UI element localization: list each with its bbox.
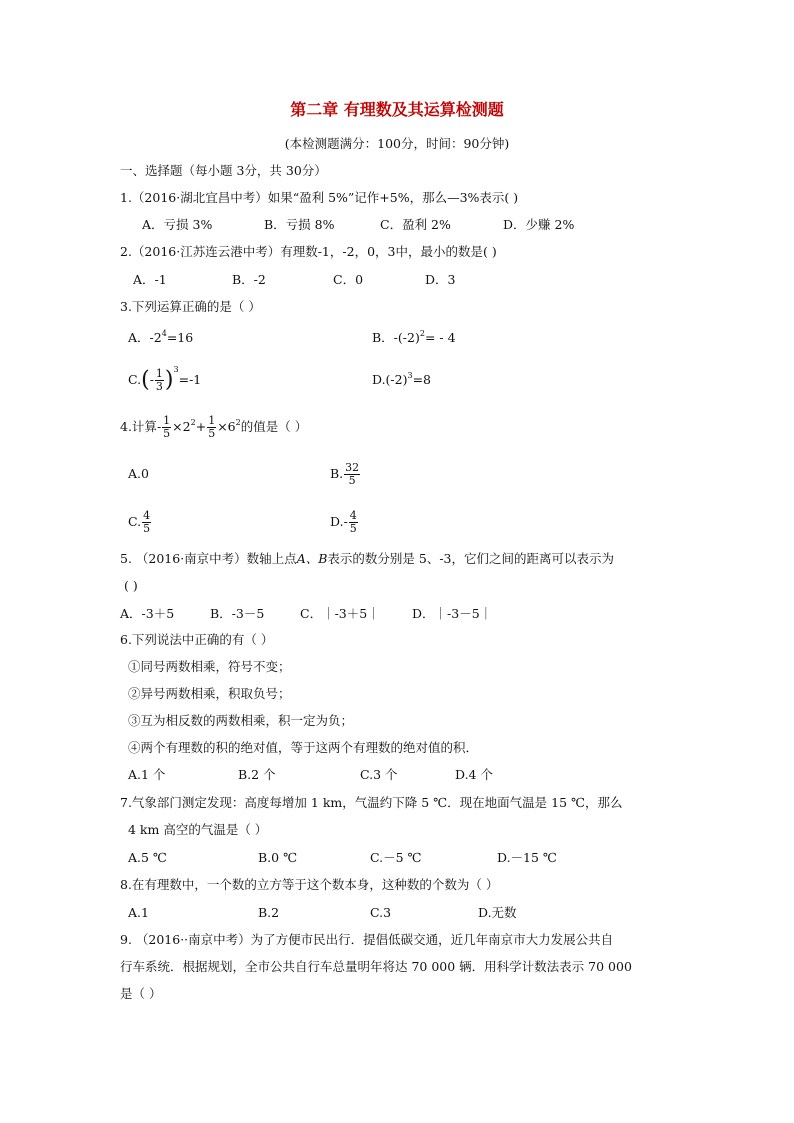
section-heading: 一、选择题（每小题 3分，共 30分） xyxy=(120,163,327,178)
stem-prefix: 4.计算 xyxy=(120,419,157,434)
option-d-label: D. xyxy=(330,514,344,529)
question-8-stem: 8.在有理数中，一个数的立方等于这个数本身，这种数的个数为（ ） xyxy=(120,877,499,892)
question-1-option-c: C．盈利 2% xyxy=(380,217,451,232)
option-b-base: B．-(-2) xyxy=(372,330,420,345)
question-5-option-a: A．-3＋5 xyxy=(120,606,175,621)
fraction-numerator: 1 xyxy=(208,414,216,427)
question-4-option-a: A.0 xyxy=(128,466,149,481)
question-1-stem: 1.（2016·湖北宜昌中考）如果“盈利 5%”记作+5%，那么—3%表示( ) xyxy=(120,190,519,205)
stem-suffix: 的值是（ ） xyxy=(240,419,308,434)
option-c-sign: - xyxy=(149,372,154,387)
question-4-option-d xyxy=(330,506,359,538)
option-d-result: =8 xyxy=(412,372,432,387)
fraction-denominator: 5 xyxy=(143,522,151,535)
question-4-option-c xyxy=(128,506,152,538)
option-b-fraction xyxy=(344,462,360,487)
question-1-option-b: B．亏损 8% xyxy=(264,217,335,232)
question-1-option-d: D．少赚 2% xyxy=(503,217,575,232)
term-1-fraction xyxy=(162,415,171,440)
question-8-option-d: D.无数 xyxy=(478,905,517,920)
fraction-numerator: 4 xyxy=(349,509,357,522)
fraction-numerator: 1 xyxy=(155,367,163,380)
question-5-option-b: B．-3－5 xyxy=(210,606,265,621)
question-5-stem-line-2: ( ) xyxy=(124,578,138,593)
question-7-stem-line-2: 4 km 高空的气温是（ ） xyxy=(128,822,268,837)
question-3-option-b xyxy=(372,330,456,346)
option-b-label: B. xyxy=(330,466,344,481)
question-8-option-a: A.1 xyxy=(128,905,149,920)
question-8-option-b: B.2 xyxy=(258,905,280,920)
question-2-option-a: A．-1 xyxy=(133,272,167,287)
question-6-statement-4: ④两个有理数的积的绝对值，等于这两个有理数的绝对值的积． xyxy=(128,740,479,755)
question-9-line-3: 是（ ） xyxy=(120,986,162,1001)
option-d-fraction xyxy=(349,510,358,535)
option-c-fraction xyxy=(142,510,151,535)
option-d-exponent: 3 xyxy=(407,371,413,380)
question-6-statement-2: ②异号两数相乘，积取负号； xyxy=(128,686,291,701)
option-b-exponent: 2 xyxy=(419,329,425,338)
option-a-result: =16 xyxy=(166,330,194,345)
term-1-factor: ×2 xyxy=(172,419,191,434)
question-2-option-d: D．3 xyxy=(425,272,456,287)
option-c-label: C. xyxy=(128,514,142,529)
option-a-exponent: 4 xyxy=(161,329,167,338)
stem-prefix: 5. （2016·南京中考）数轴上点 xyxy=(120,551,297,566)
question-4-option-b xyxy=(330,458,361,490)
fraction-denominator: 5 xyxy=(349,522,357,535)
page-subtitle: (本检测题满分：100分，时间：90分钟) xyxy=(284,136,510,151)
term-2-fraction xyxy=(207,415,216,440)
option-d-base: D.(-2) xyxy=(372,372,408,387)
question-5-option-c: C．｜-3＋5｜ xyxy=(300,606,380,621)
question-7-stem-line-1: 7.气象部门测定发现：高度每增加 1 km，气温约下降 5 ℃．现在地面气温是 15 ℃，那么 xyxy=(120,795,623,810)
question-3-stem: 3.下列运算正确的是（ ） xyxy=(120,299,261,314)
question-1-option-a: A．亏损 3% xyxy=(142,217,213,232)
term-2-exponent: 2 xyxy=(235,418,241,427)
question-7-option-a: A.5 ℃ xyxy=(128,850,167,865)
option-c-fraction xyxy=(155,368,164,393)
right-paren: ) xyxy=(164,367,174,393)
question-6-statement-3: ③互为相反数的两数相乘，积一定为负； xyxy=(128,713,354,728)
question-7-option-d: D.－15 ℃ xyxy=(497,850,557,865)
question-8-option-c: C.3 xyxy=(370,905,392,920)
question-6-statement-1: ①同号两数相乘，符号不变； xyxy=(128,659,291,674)
question-5-option-d: D．｜-3－5｜ xyxy=(412,606,493,621)
question-9-line-2: 行车系统．根据规划，全市公共自行车总量明年将达 70 000 辆．用科学计数法表示 70 000 xyxy=(120,959,632,974)
page-title: 第二章 有理数及其运算检测题 xyxy=(290,100,504,119)
option-c-label: C. xyxy=(128,372,142,387)
option-c-exponent: 3 xyxy=(173,365,179,374)
option-a-base: A．-2 xyxy=(128,330,162,345)
fraction-numerator: 32 xyxy=(345,461,360,474)
option-b-result: = - 4 xyxy=(424,330,456,345)
question-2-option-b: B．-2 xyxy=(232,272,266,287)
option-c-result: =-1 xyxy=(178,372,202,387)
question-6-option-d: D.4 个 xyxy=(455,767,493,782)
fraction-denominator: 5 xyxy=(163,427,171,440)
points-label: A、B xyxy=(296,551,328,566)
question-6-option-a: A.1 个 xyxy=(128,767,166,782)
fraction-denominator: 5 xyxy=(348,474,356,487)
fraction-denominator: 5 xyxy=(208,427,216,440)
fraction-denominator: 3 xyxy=(155,380,163,393)
question-7-option-b: B.0 ℃ xyxy=(258,850,298,865)
question-3-option-c xyxy=(128,366,201,394)
question-6-option-b: B.2 个 xyxy=(238,767,276,782)
term-2-sign: + xyxy=(195,419,207,434)
stem-suffix: 表示的数分别是 5、-3，它们之间的距离可以表示为 xyxy=(327,551,615,566)
fraction-numerator: 4 xyxy=(143,509,151,522)
question-9-line-1: 9. （2016··南京中考）为了方便市民出行．提倡低碳交通，近几年南京市大力发展公共自 xyxy=(120,932,614,947)
question-4-stem xyxy=(120,412,307,442)
question-5-stem-line-1 xyxy=(120,551,614,567)
term-1-exponent: 2 xyxy=(190,418,196,427)
question-2-option-c: C．0 xyxy=(333,272,364,287)
question-2-stem: 2.（2016·江苏连云港中考）有理数-1，-2，0，3中，最小的数是( ) xyxy=(120,244,497,259)
question-3-option-d xyxy=(372,372,431,388)
term-2-factor: ×6 xyxy=(217,419,236,434)
term-1-sign: - xyxy=(156,419,162,434)
fraction-numerator: 1 xyxy=(163,414,171,427)
option-d-sign: - xyxy=(343,514,348,529)
question-6-option-c: C.3 个 xyxy=(360,767,398,782)
question-7-option-c: C.－5 ℃ xyxy=(370,850,422,865)
question-3-option-a xyxy=(128,330,193,346)
left-paren: ( xyxy=(141,367,150,393)
question-6-stem: 6.下列说法中正确的有（ ） xyxy=(120,632,274,647)
